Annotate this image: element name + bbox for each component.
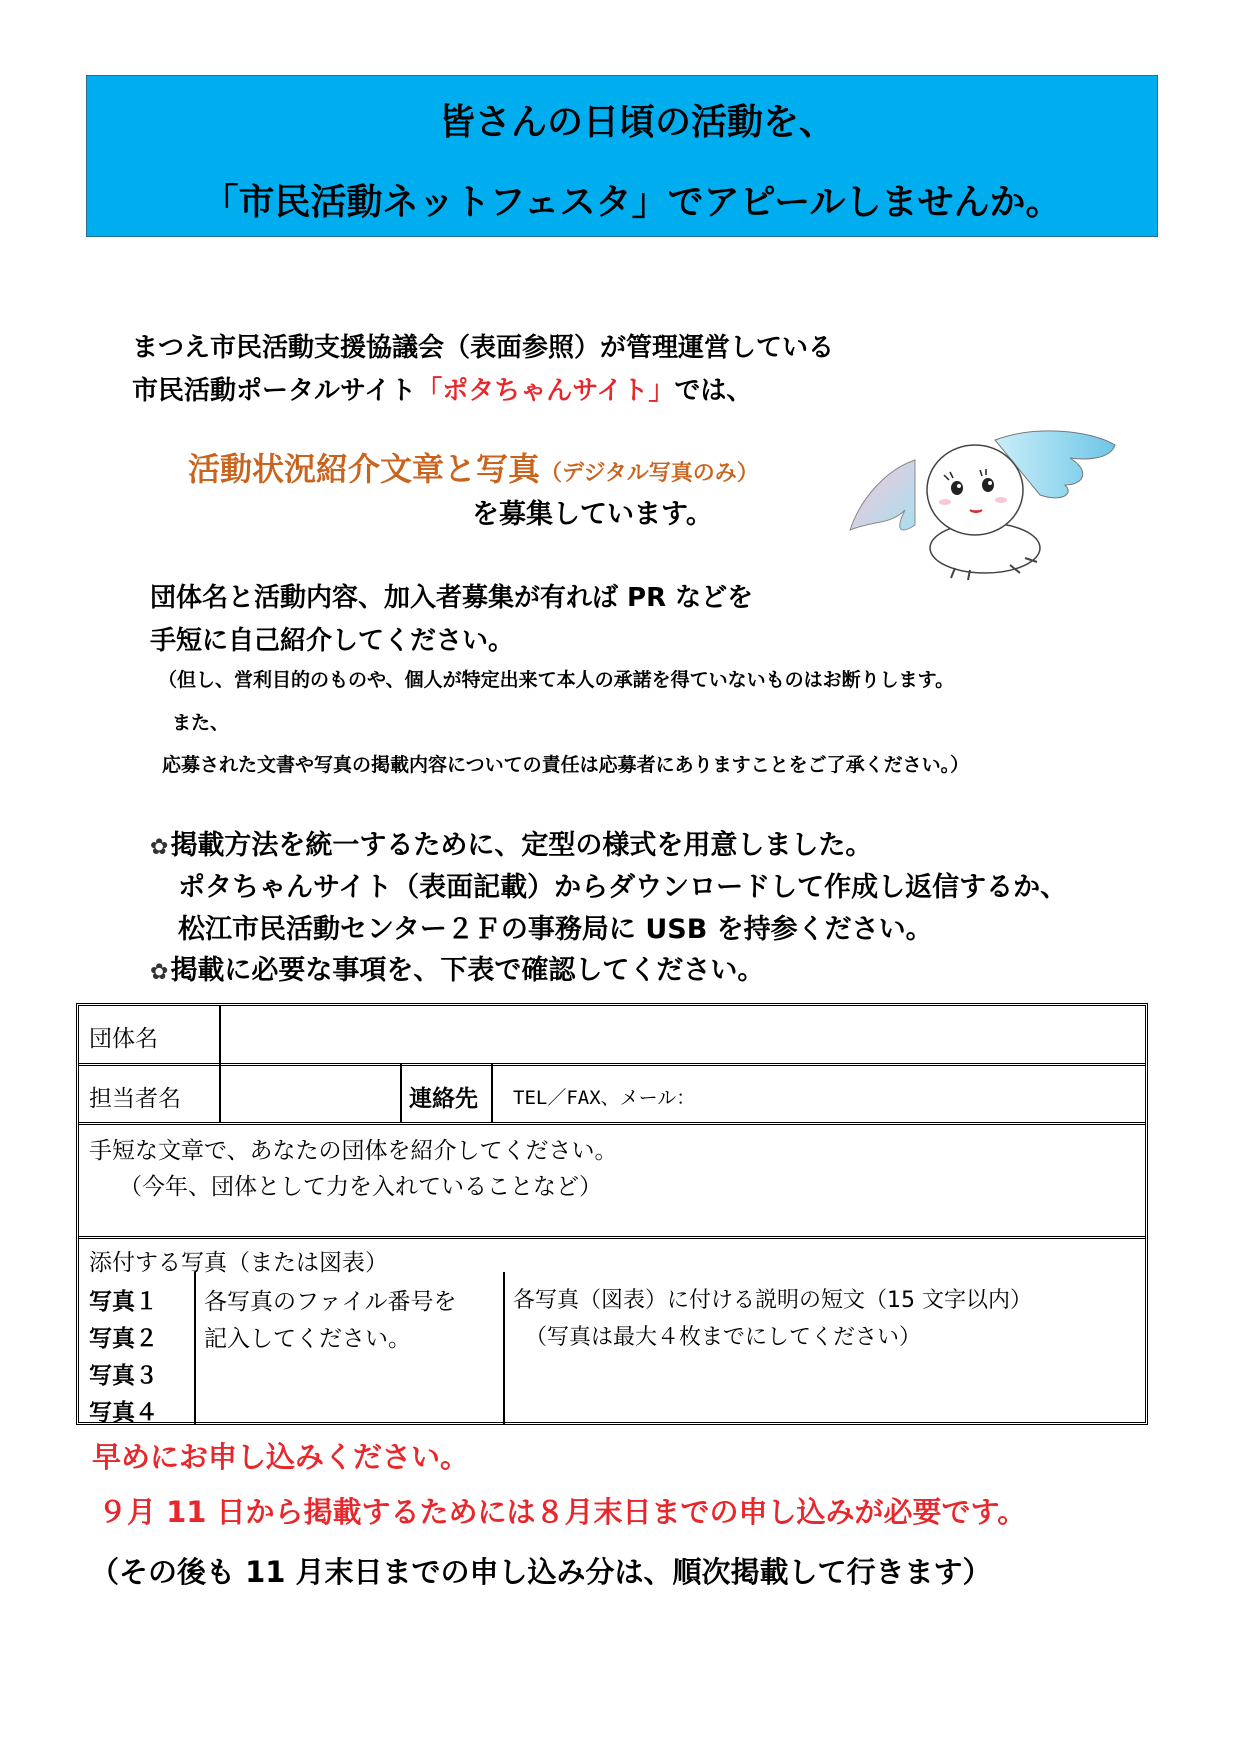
contact-label: 連絡先	[409, 1086, 478, 1112]
note-line1: （但し、営利目的のものや、個人が特定出来て本人の承諾を得ていないものはお断りします。	[158, 669, 955, 691]
pr-line1: 団体名と活動内容、加入者募集が有れば PR などを	[150, 583, 754, 613]
intro-instruction-line1: 手短な文章で、あなたの団体を紹介してください。	[89, 1138, 618, 1164]
photo-label-4: 写真４	[89, 1400, 158, 1426]
photos-header: 添付する写真（または図表）	[89, 1250, 388, 1276]
site-name: 「ポタちゃんサイト」	[416, 376, 675, 406]
application-form-table	[76, 1003, 1148, 1425]
procedure-line1: ✿掲載方法を統一するために、定型の様式を用意しました。	[150, 830, 873, 861]
caption-note-line1: 各写真（図表）に付ける説明の短文（15 文字以内）	[513, 1288, 1032, 1313]
procedure-line3: 松江市民活動センター２Ｆの事務局に USB を持参ください。	[178, 914, 933, 945]
angel-mascot-icon	[845, 430, 1125, 580]
flower-bullet-icon: ✿	[150, 835, 169, 860]
header-banner	[86, 75, 1158, 237]
recruit-sub-text: （デジタル写真のみ）	[540, 461, 759, 486]
banner-title-line1: 皆さんの日頃の活動を、	[438, 102, 835, 143]
intro-line1: まつえ市民活動支援協議会（表面参照）が管理運営している	[132, 333, 835, 363]
recruit-main-text: 活動状況紹介文章と写真	[188, 450, 541, 488]
pr-line2: 手短に自己紹介してください。	[150, 626, 515, 656]
cta-line3: （その後も 11 月末日までの申し込み分は、順次掲載して行きます）	[90, 1555, 992, 1589]
contact-person-label: 担当者名	[89, 1086, 181, 1112]
photo-label-3: 写真３	[89, 1363, 158, 1389]
contact-value-field[interactable]: TEL／FAX、メール：	[513, 1087, 696, 1109]
intro-suffix: では、	[674, 376, 753, 406]
banner-title-line2: 「市民活動ネットフェスタ」でアピールしませんか。	[202, 182, 1062, 223]
group-name-field[interactable]	[229, 1012, 1139, 1058]
note-line2: また、	[172, 712, 230, 734]
intro-prefix: 市民活動ポータルサイト	[132, 376, 417, 406]
intro-line2	[132, 370, 752, 407]
recruit-heading	[188, 444, 759, 490]
caption-note-line2: （写真は最大４枚までにしてください）	[525, 1325, 922, 1350]
cta-line1: 早めにお申し込みください。	[92, 1440, 470, 1474]
file-note-line1: 各写真のファイル番号を	[204, 1289, 457, 1315]
procedure-line4: ✿掲載に必要な事項を、下表で確認してください。	[150, 955, 765, 986]
cta-line2: ９月 11 日から掲載するためには８月末日までの申し込みが必要です。	[98, 1495, 1027, 1529]
intro-instruction-line2: （今年、団体として力を入れていることなど）	[119, 1174, 602, 1200]
photo-label-2: 写真２	[89, 1326, 158, 1352]
note-line3: 応募された文書や写真の掲載内容についての責任は応募者にありますことをご了承ください。）	[162, 754, 970, 776]
procedure-line2: ポタちゃんサイト（表面記載）からダウンロードして作成し返信するか、	[178, 872, 1068, 903]
file-note-line2: 記入してください。	[204, 1326, 411, 1352]
flower-bullet-icon: ✿	[150, 960, 169, 985]
contact-person-field[interactable]	[229, 1070, 394, 1116]
recruit-tail: を募集しています。	[472, 499, 713, 530]
group-name-label: 団体名	[89, 1026, 158, 1052]
photo-label-1: 写真１	[89, 1289, 158, 1315]
